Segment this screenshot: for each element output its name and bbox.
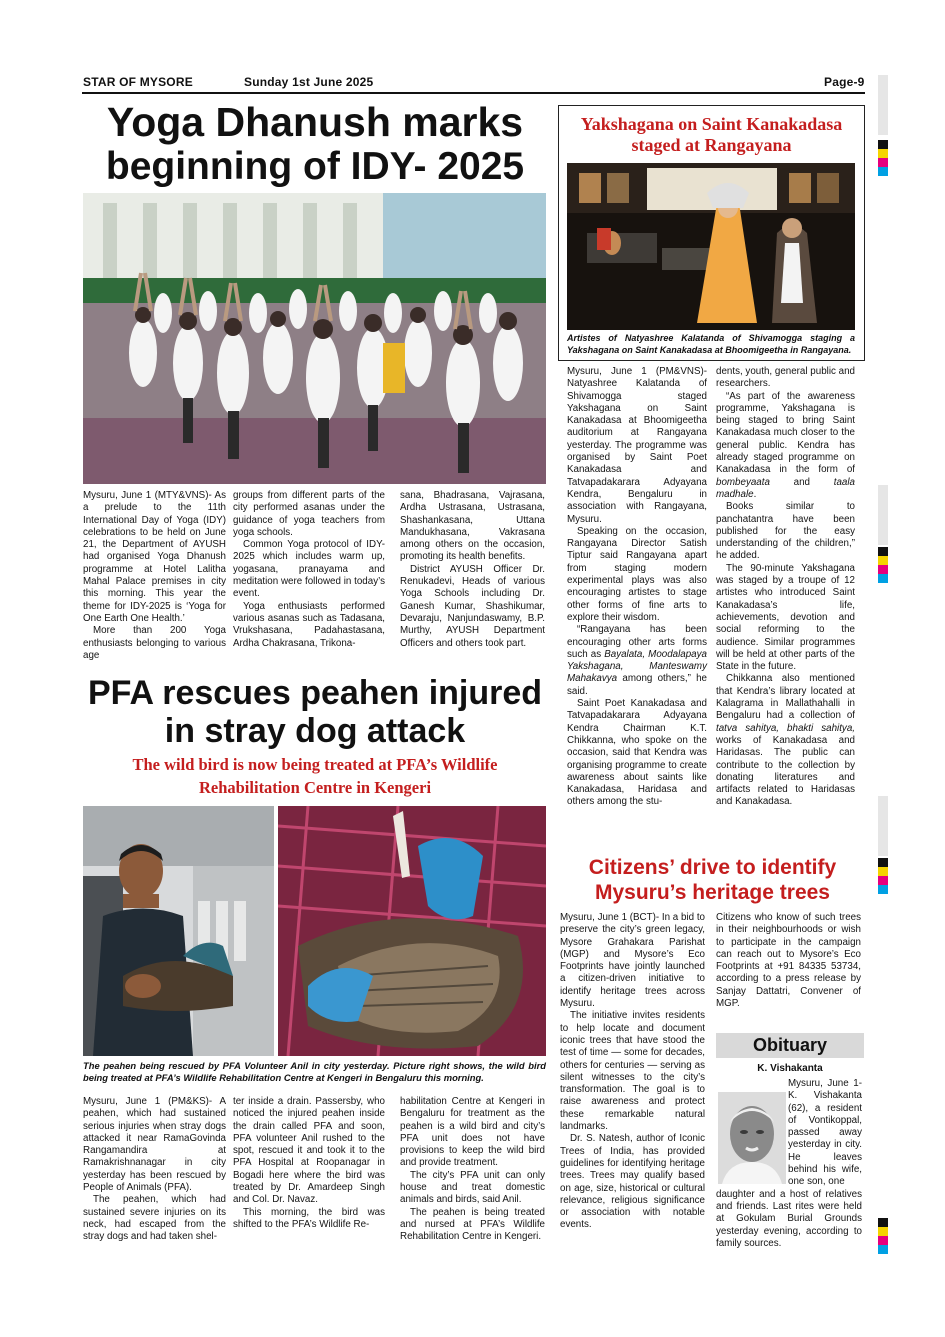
pfa-paragraph: The peahen, which had sustained severe injuries on its neck, had escaped from the stray dogs and had taken shel-: [83, 1194, 226, 1243]
registration-mark-magenta: [878, 876, 888, 885]
yakshagana-column-2: [716, 366, 855, 809]
yakshagana-paragraph: The 90-minute Yakshagana was staged by a troupe of 12 artistes who introduced Saint Kanakadasa’s life, achievements, devotion and social reforming to the audience. Similar programmes will be held at other parts of the State in the future.: [716, 562, 855, 673]
yakshagana-paragraph: [716, 673, 855, 808]
quote-text: and: [769, 476, 834, 488]
masthead-page-number: Page-9: [824, 75, 865, 89]
masthead-rule: [82, 92, 865, 94]
quote-italic-text: tatva sahitya, bhakti sahitya,: [716, 722, 855, 734]
registration-mark-cyan: [878, 885, 888, 894]
margin-strip: [878, 796, 888, 856]
quote-text: Chikkanna also mentioned that Kendra’s library located at Kalagrama in Mallathahalli in Bengaluru had a collection of: [716, 673, 855, 722]
pfa-column-1: [83, 1096, 226, 1244]
pfa-rescue-photo: [83, 806, 274, 1056]
yoga-column-2: [233, 490, 385, 650]
registration-mark-black: [878, 1218, 888, 1227]
registration-mark-cyan: [878, 574, 888, 583]
pfa-paragraph: Mysuru, June 1 (PM&KS)- A peahen, which had sustained serious injuries when stray dogs attacked it near RamaGovinda Rangamandira at Ramakrishnanagar in city yesterday has been rescued by People of Animals (PFA).: [83, 1096, 226, 1194]
yoga-paragraph: Yoga enthusiasts performed various asanas such as Tadasana, Vrukshasana, Padahastasana, Ardha Chakrasana, Trikona-: [233, 600, 385, 649]
yakshagana-column-1: [567, 366, 707, 809]
registration-mark-yellow: [878, 556, 888, 565]
pfa-paragraph: ter inside a drain. Passersby, who noticed the injured peahen inside the drain called PFA and soon, PFA volunteer Anil rushed to the spot, rescued it and took it to the PFA Hospital at Roopanagar in Bogadi here where the bird was treated by Dr. Amardeep Singh and Col. Dr. Navaz.: [233, 1096, 385, 1206]
registration-mark-yellow: [878, 867, 888, 876]
yoga-column-1: [83, 490, 226, 662]
yoga-column-3: [400, 490, 545, 650]
yoga-paragraph: sana, Bhadrasana, Vajrasana, Ardha Ustrasana, Ustrasana, Shashankasana, Uttana Mandukhasana, Vakrasana among others on the occasion, promoting its health benefits.: [400, 490, 545, 563]
quote-text: “Rangayana has been encouraging other arts forms such as: [567, 624, 707, 660]
yakshagana-paragraph: Speaking on the occasion, Rangayana Director Satish Tiptur said Rangayana apart from staging modern experimental plays was also encouraging artistes to stage other forms of fine arts to explore their wisdom.: [567, 525, 707, 623]
obituary-name: K. Vishakanta: [757, 1063, 823, 1074]
heritage-paragraph: Citizens who know of such trees in their neighbourhoods or wish to participate in the campaign can reach out to Mysore’s Eco Footprints at +91 84335 53734, according to a press release by Sanjay Dattatri, Convener of MGP.: [716, 912, 861, 1010]
quote-italic-text: Bayalata, Moodalapaya Yakshagana, Manteswamy Mahakavya: [567, 648, 707, 685]
pfa-subheadline-line2: Rehabilitation Centre in Kengeri: [198, 778, 432, 797]
obituary-paragraph-top: Mysuru, June 1- K. Vishakanta (62), a resident of Vontikoppal, passed away yesterday in city. He leaves behind his wife, one son, one: [788, 1078, 862, 1188]
yoga-paragraph: District AYUSH Officer Dr. Renukadevi, Heads of various Yoga Schools including Dr. Ganesh Kumar, Shashikumar, Devaraju, Nanjundaswamy, B.P. Murthy, AYUSH Department Officers and others took part.: [400, 563, 545, 649]
quote-text: .: [753, 488, 757, 500]
registration-mark-black: [878, 858, 888, 867]
pfa-column-3: [400, 1096, 545, 1244]
masthead-paper-name: STAR OF MYSORE: [83, 75, 193, 89]
pfa-subheadline-line1: The wild bird is now being treated at PFA’s Wildlife: [132, 755, 498, 774]
yakshagana-paragraph: Saint Poet Kanakadasa and Tatvapadakarara Adyayana Kendra Chairman K.T. Chikkanna, who spoke on the occasion, said that Kendra was organising programme to create awareness about saints like Kanakadasa, Haridasa and others among the stu-: [567, 698, 707, 808]
heritage-column-2: [716, 912, 861, 1010]
yoga-paragraph: Common Yoga protocol of IDY-2025 which includes warm up, yogasana, pranayama and meditation were followed in today’s event.: [233, 539, 385, 600]
yakshagana-paragraph: Books similar to panchatantra have been published for the easy understanding of the children,” he added.: [716, 501, 855, 562]
quote-text: “As part of the awareness programme, Yakshagana is being staged to bring Saint Kanakadasa much closer to the general public. Kendra has already staged programme on Kanakadasa in the form of: [716, 390, 855, 476]
heritage-headline-line2: Mysuru’s heritage trees: [595, 881, 830, 904]
registration-mark-cyan: [878, 1245, 888, 1254]
obituary-text: [716, 1078, 862, 1250]
yoga-paragraph: More than 200 Yoga enthusiasts belonging to various age: [83, 625, 226, 661]
masthead-date: Sunday 1st June 2025: [244, 75, 374, 89]
pfa-column-2: [233, 1096, 385, 1231]
heritage-headline-line1: Citizens’ drive to identify: [588, 856, 837, 879]
quote-text: among others,” he said.: [567, 673, 707, 697]
yakshagana-headline-line1: Yakshagana on Saint Kanakadasa: [580, 114, 843, 134]
yakshagana-paragraph: dents, youth, general public and researchers.: [716, 366, 855, 390]
obituary-paragraph-bottom: daughter and a host of relatives and friends. Last rites were held at Gokulam Burial Grounds yesterday evening, according to family sources.: [716, 1188, 862, 1249]
pfa-headline-line1: PFA rescues peahen injured: [87, 674, 543, 712]
registration-mark-cyan: [878, 167, 888, 176]
margin-strip: [878, 485, 888, 545]
obituary-title: Obituary: [752, 1035, 827, 1055]
yoga-headline-line1: Yoga Dhanush marks: [106, 99, 524, 145]
yoga-headline-line2: beginning of IDY- 2025: [105, 145, 525, 188]
quote-italic-text: taala madhale: [716, 476, 855, 500]
registration-mark-yellow: [878, 149, 888, 158]
pfa-paragraph: The city’s PFA unit can only house and treat domestic animals and birds, said Anil.: [400, 1169, 545, 1206]
yoga-paragraph: groups from different parts of the city performed asanas under the guidance of yoga teachers from yoga schools.: [233, 490, 385, 538]
pfa-caption: The peahen being rescued by PFA Volunteer Anil in city yesterday. Picture right shows, the wild bird being treated at PFA’s Wildlife Rehabilitation Centre at Kengeri in Bengaluru this morning.: [83, 1060, 546, 1083]
pfa-paragraph: This morning, the bird was shifted to the PFA’s Wildlife Re-: [233, 1206, 385, 1230]
pfa-headline-line2: in stray dog attack: [164, 712, 466, 750]
yakshagana-paragraph: [716, 391, 855, 502]
registration-mark-magenta: [878, 1236, 888, 1245]
yakshagana-paragraph: Mysuru, June 1 (PM&VNS)- Natyashree Kalatanda of Shivamogga staged Yakshagana on Saint Kanakadasa at Bhoomigeetha auditorium at Rangayana yesterday. The programme was organised by Saint Poet Kanakadasa and Tatvapadakarara Adyayana Kendra, Bengaluru in association with Rangayana, Mysuru.: [567, 366, 707, 525]
quote-italic-text: bombeyaata: [716, 476, 770, 488]
heritage-paragraph: The initiative invites residents to help locate and document iconic trees that have stood the test of time — some for decades, others for centuries — serving as silent witnesses to the city’s transformation. The goal is to raise awareness and protect these remarkable natural landmarks.: [560, 1010, 705, 1133]
registration-mark-magenta: [878, 565, 888, 574]
heritage-paragraph: Mysuru, June 1 (BCT)- In a bid to preserve the city’s green legacy, Mysore Grahakara Parishat (MGP) and Mysore’s Eco Footprints have jointly launched a citizen-driven initiative to identify heritage trees across Mysuru.: [560, 912, 705, 1010]
registration-mark-magenta: [878, 158, 888, 167]
heritage-paragraph: Dr. S. Natesh, author of Iconic Trees of India, has provided guidelines for identifying heritage trees. Trees may qualify based on age, size, historical or cultural relevance, religious significance or association with notable events.: [560, 1133, 705, 1231]
yakshagana-headline-line2: staged at Rangayana: [631, 135, 792, 155]
heritage-column-1: [560, 912, 705, 1232]
pfa-paragraph: habilitation Centre at Kengeri in Bengaluru for treatment as the peahen is a wild bird and city’s PFA unit does not have provisions to keep the wild bird and provide treatment.: [400, 1096, 545, 1169]
registration-mark-black: [878, 547, 888, 556]
yoga-photo: [83, 193, 546, 484]
yakshagana-photo: [567, 163, 855, 330]
pfa-paragraph: The peahen is being treated and nursed at PFA’s Wildlife Rehabilitation Centre in Kengeri.: [400, 1206, 545, 1243]
yakshagana-paragraph: [567, 624, 707, 698]
registration-mark-yellow: [878, 1227, 888, 1236]
quote-text: works of Kanakadasa and Haridasas. The public can contribute to the collection by donating literatures and artifacts related to Haridasas and Kanakadasa.: [716, 734, 855, 808]
pfa-treatment-photo: [278, 806, 546, 1056]
yakshagana-caption: Artistes of Natyashree Kalatanda of Shivamogga staging a Yakshagana on Saint Kanakadasa at Bhoomigeetha in Rangayana.: [567, 333, 855, 355]
margin-strip: [878, 75, 888, 135]
registration-mark-black: [878, 140, 888, 149]
yoga-paragraph: Mysuru, June 1 (MTY&VNS)- As a prelude to the 11th International Day of Yoga (IDY) celebrations to be held on June 21, the Department of AYUSH had organised Yoga Dhanush programme at Hotel Lalitha Mahal Palace premises in city this morning. This year the theme for IDY-2025 is ‘Yoga for One Earth One Health.’: [83, 490, 226, 624]
